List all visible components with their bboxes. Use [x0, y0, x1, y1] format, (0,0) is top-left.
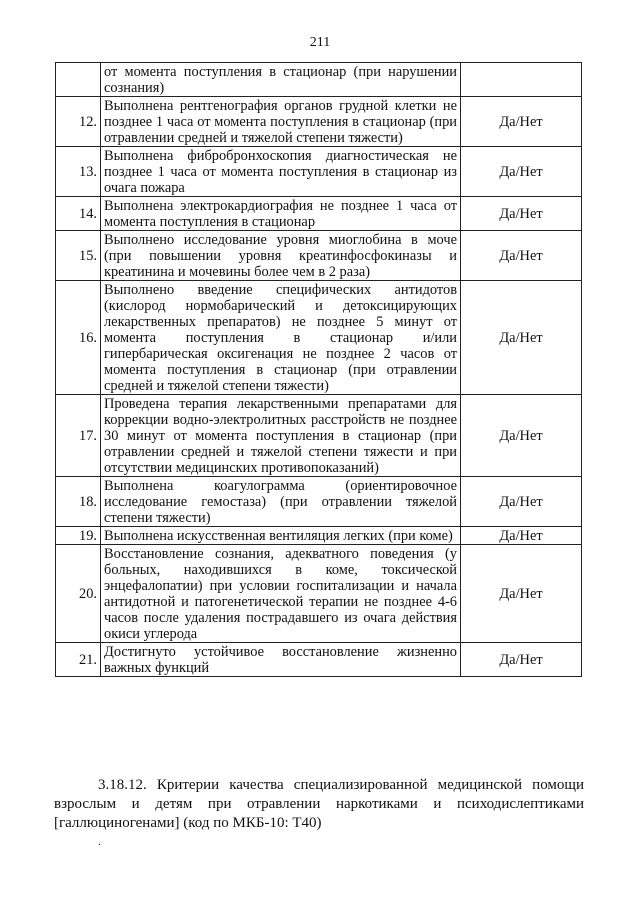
criterion-answer: Да/Нет	[461, 545, 582, 643]
row-number: 19.	[56, 527, 101, 545]
criterion-answer: Да/Нет	[461, 643, 582, 677]
criterion-text: Выполнена искусственная вентиляция легких (при коме)	[101, 527, 461, 545]
criterion-answer: Да/Нет	[461, 527, 582, 545]
section-text: 3.18.12. Критерии качества специализированной медицинской помощи взрослым и детям при отравлении наркотиками и психодислептиками [галлюциногенами] (код по МКБ-10: T40)	[54, 777, 584, 831]
criterion-text: Выполнена фибробронхоскопия диагностическая не позднее 1 часа от момента поступления в стационар из очага пожара	[101, 147, 461, 197]
row-number: 17.	[56, 395, 101, 477]
criterion-answer: Да/Нет	[461, 147, 582, 197]
criterion-answer: Да/Нет	[461, 395, 582, 477]
criterion-text: Выполнена электрокардиография не позднее 1 часа от момента поступления в стационар	[101, 197, 461, 231]
stray-mark: .	[98, 834, 101, 848]
table-row	[56, 281, 582, 395]
criterion-answer	[461, 63, 582, 97]
criterion-text: Выполнена рентгенография органов грудной клетки не позднее 1 часа от момента поступления в стационар (при отравлении средней и тяжелой степени тяжести)	[101, 97, 461, 147]
criterion-answer: Да/Нет	[461, 477, 582, 527]
row-number: 12.	[56, 97, 101, 147]
criterion-text: Выполнено исследование уровня миоглобина в моче (при повышении уровня креатинфосфокиназы и креатинина и мочевины более чем в 2 раза)	[101, 231, 461, 281]
row-number	[56, 63, 101, 97]
table-row	[56, 97, 582, 147]
table-row	[56, 395, 582, 477]
row-number: 16.	[56, 281, 101, 395]
criterion-text: Восстановление сознания, адекватного поведения (у больных, находившихся в коме, токсической энцефалопатии) при условии госпитализации и начала антидотной и патогенетической терапии не позднее 4-6 часов после удаления пострадавшего из очага действия окиси углерода	[101, 545, 461, 643]
criterion-answer: Да/Нет	[461, 231, 582, 281]
row-number: 21.	[56, 643, 101, 677]
table-row	[56, 545, 582, 643]
table-row	[56, 477, 582, 527]
row-number: 14.	[56, 197, 101, 231]
row-number: 18.	[56, 477, 101, 527]
quality-criteria-table	[55, 62, 582, 677]
criterion-text: Достигнуто устойчивое восстановление жизненно важных функций	[101, 643, 461, 677]
table-row	[56, 63, 582, 97]
table-row	[56, 643, 582, 677]
criterion-text: Выполнено введение специфических антидотов (кислород нормобарический и детоксицирующих лекарственных препаратов) не позднее 5 минут от момента поступления в стационар и/или гипербарическая оксигенация не позднее 2 часов от момента поступления в стационар (при отравлении средней и тяжелой степени тяжести)	[101, 281, 461, 395]
criterion-text: от момента поступления в стационар (при нарушении сознания)	[101, 63, 461, 97]
row-number: 20.	[56, 545, 101, 643]
page-number: 211	[309, 35, 331, 50]
criterion-text: Проведена терапия лекарственными препаратами для коррекции водно-электролитных расстройств не позднее 30 минут от момента поступления в стационар (при отравлении средней и тяжелой степени тяжести и при отсутствии медицинских противопоказаний)	[101, 395, 461, 477]
row-number: 15.	[56, 231, 101, 281]
section-heading	[54, 776, 584, 833]
table-row	[56, 197, 582, 231]
row-number: 13.	[56, 147, 101, 197]
table-row	[56, 147, 582, 197]
table-row	[56, 231, 582, 281]
table-row	[56, 527, 582, 545]
criterion-answer: Да/Нет	[461, 281, 582, 395]
criterion-answer: Да/Нет	[461, 97, 582, 147]
criterion-text: Выполнена коагулограмма (ориентировочное исследование гемостаза) (при отравлении тяжелой степени тяжести)	[101, 477, 461, 527]
criterion-answer: Да/Нет	[461, 197, 582, 231]
